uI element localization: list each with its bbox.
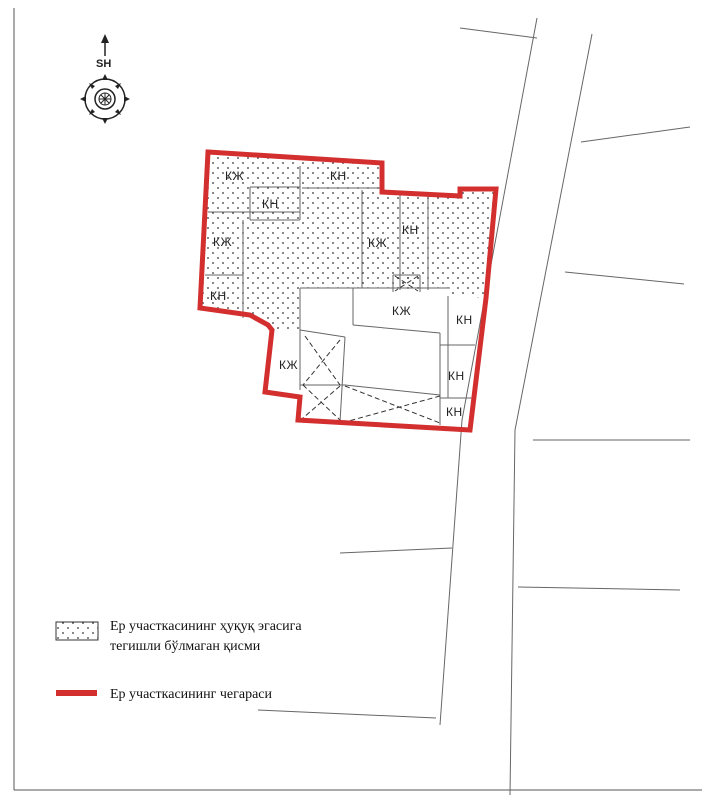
parcel-label: КН [210, 289, 227, 303]
parcel-label: КЖ [225, 169, 245, 183]
non-owned-area [200, 152, 496, 330]
legend [56, 619, 302, 702]
legend-item-boundary [56, 687, 273, 702]
map-frame [14, 8, 702, 790]
parcel-label: КН [448, 369, 465, 383]
compass-north-label: SH [96, 58, 112, 70]
compass-rose-icon [80, 34, 130, 124]
dashed-cross-lines [303, 276, 440, 423]
parcel-label: КН [456, 313, 473, 327]
legend-dotted-line2: тегишли бўлмаган қисми [110, 639, 261, 654]
parcel-label: КЖ [368, 236, 388, 250]
legend-item-dotted-area [56, 619, 302, 654]
legend-dotted-line1: Ер участкасининг ҳуқуқ эгасига [110, 619, 302, 634]
parcel-label: КЖ [213, 235, 233, 249]
parcel-label: КН [402, 223, 419, 237]
parcel-label: КЖ [279, 358, 299, 372]
parcel-label: КН [262, 197, 279, 211]
parcel-label: КЖ [392, 304, 412, 318]
legend-boundary-label: Ер участкасининг чегараси [110, 687, 272, 702]
parcel-label: КН [446, 405, 463, 419]
parcel-label: КН [330, 169, 347, 183]
legend-dotted-swatch [56, 622, 98, 640]
